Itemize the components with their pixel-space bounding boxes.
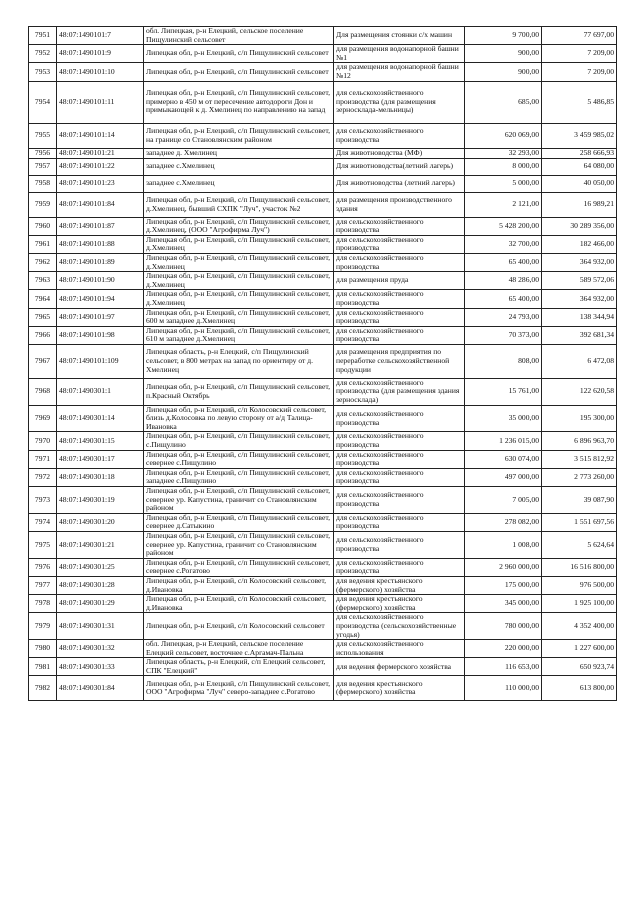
cadastral-value-cell: 40 050,00: [542, 175, 617, 192]
cadastral-value-cell: 5 624,64: [542, 531, 617, 558]
table-row: [29, 45, 617, 63]
cadastral-value-cell: 258 666,93: [542, 148, 617, 158]
area-cell: 630 074,00: [465, 450, 542, 468]
cadastral-value-cell: 392 681,34: [542, 326, 617, 344]
address-cell: Липецкая обл, р-н Елецкий, с/п Колосовский сельсовет, близь д.Колосовка по левую сторону от а/д Талица-Ивановка: [144, 405, 334, 432]
cadastral-number-cell: 48:07:1490301:20: [57, 513, 144, 531]
address-cell: обл. Липецкая, р-н Елецкий, сельское поселение Елецкий сельсовет, восточнее с.Аргамач-Пальна: [144, 640, 334, 658]
cadastral-number-cell: 48:07:1490301:25: [57, 558, 144, 576]
area-cell: 220 000,00: [465, 640, 542, 658]
cadastral-number-cell: 48:07:1490301:21: [57, 531, 144, 558]
cadastral-number-cell: 48:07:1490301:19: [57, 487, 144, 514]
address-cell: Липецкая обл, р-н Елецкий, с/п Пищулинский сельсовет, севернее ур. Капустина, граничит со Становлянским районом: [144, 531, 334, 558]
address-cell: Липецкая обл, р-н Елецкий, с/п Пищулинский сельсовет, д.Хмелинец: [144, 235, 334, 253]
area-cell: 497 000,00: [465, 468, 542, 486]
row-number-cell: 7967: [29, 344, 57, 378]
cadastral-value-cell: 4 352 400,00: [542, 613, 617, 640]
area-cell: 65 400,00: [465, 253, 542, 271]
row-number-cell: 7978: [29, 595, 57, 613]
row-number-cell: 7968: [29, 378, 57, 405]
cadastral-value-cell: 364 932,00: [542, 253, 617, 271]
cadastral-value-cell: 3 515 812,92: [542, 450, 617, 468]
permitted-use-cell: Для животноводства (летний лагерь): [334, 175, 465, 192]
cadastral-value-cell: 30 289 356,00: [542, 217, 617, 235]
table-row: [29, 175, 617, 192]
permitted-use-cell: для ведения крестьянского (фермерского) хозяйства: [334, 676, 465, 701]
row-number-cell: 7972: [29, 468, 57, 486]
permitted-use-cell: для сельскохозяйственного производства: [334, 235, 465, 253]
cadastral-number-cell: 48:07:1490101:87: [57, 217, 144, 235]
cadastral-number-cell: 48:07:1490101:88: [57, 235, 144, 253]
row-number-cell: 7965: [29, 308, 57, 326]
address-cell: Липецкая обл, р-н Елецкий, с/п Пищулинский сельсовет, п.Красный Октябрь: [144, 378, 334, 405]
cadastral-number-cell: 48:07:1490101:109: [57, 344, 144, 378]
address-cell: Липецкая обл, р-н Елецкий, с/п Пищулинский сельсовет, 600 м западнее д.Хмелинец: [144, 308, 334, 326]
address-cell: Липецкая обл, р-н Елецкий, с/п Пищулинский сельсовет, д.Хмелинец: [144, 253, 334, 271]
cadastral-number-cell: 48:07:1490301:17: [57, 450, 144, 468]
permitted-use-cell: для сельскохозяйственного производства: [334, 326, 465, 344]
cadastral-number-cell: 48:07:1490301:28: [57, 576, 144, 594]
area-cell: 32 700,00: [465, 235, 542, 253]
table-row: [29, 63, 617, 81]
address-cell: Липецкая обл, р-н Елецкий, с/п Пищулинский сельсовет, 610 м западнее д.Хмелинец: [144, 326, 334, 344]
address-cell: Липецкая область, р-н Елецкий, с/п Елецкий сельсовет, СПК "Елецкий": [144, 658, 334, 676]
land-plots-table: [28, 26, 617, 701]
table-row: [29, 272, 617, 290]
table-row: [29, 676, 617, 701]
permitted-use-cell: для сельскохозяйственного производства: [334, 123, 465, 148]
table-row: [29, 468, 617, 486]
area-cell: 278 082,00: [465, 513, 542, 531]
cadastral-value-cell: 16 516 800,00: [542, 558, 617, 576]
address-cell: Липецкая обл, р-н Елецкий, с/п Пищулинский сельсовет, на границе со Становлянским районом: [144, 123, 334, 148]
row-number-cell: 7959: [29, 192, 57, 217]
permitted-use-cell: для сельскохозяйственного производства: [334, 217, 465, 235]
cadastral-number-cell: 48:07:1490301:15: [57, 432, 144, 450]
address-cell: Липецкая обл, р-н Елецкий, с/п Колосовский сельсовет: [144, 613, 334, 640]
permitted-use-cell: Для размещения стоянки с/х машин: [334, 27, 465, 45]
cadastral-value-cell: 39 087,90: [542, 487, 617, 514]
area-cell: 1 008,00: [465, 531, 542, 558]
table-row: [29, 290, 617, 308]
cadastral-value-cell: 613 800,00: [542, 676, 617, 701]
address-cell: обл. Липецкая, р-н Елецкий, сельское поселение Пищулинский сельсовет: [144, 27, 334, 45]
cadastral-number-cell: 48:07:1490301:1: [57, 378, 144, 405]
area-cell: 620 069,00: [465, 123, 542, 148]
area-cell: 5 000,00: [465, 175, 542, 192]
permitted-use-cell: для сельскохозяйственного производства: [334, 308, 465, 326]
row-number-cell: 7952: [29, 45, 57, 63]
address-cell: западнее с.Хмелинец: [144, 158, 334, 175]
address-cell: Липецкая обл, р-н Елецкий, с/п Пищулинский сельсовет, с.Пищулино: [144, 432, 334, 450]
cadastral-value-cell: 650 923,74: [542, 658, 617, 676]
area-cell: 7 005,00: [465, 487, 542, 514]
address-cell: Липецкая обл, р-н Елецкий, с/п Пищулинский сельсовет, западнее с.Пищулино: [144, 468, 334, 486]
area-cell: 685,00: [465, 81, 542, 123]
row-number-cell: 7958: [29, 175, 57, 192]
area-cell: 1 236 015,00: [465, 432, 542, 450]
area-cell: 15 761,00: [465, 378, 542, 405]
area-cell: 65 400,00: [465, 290, 542, 308]
permitted-use-cell: для ведения крестьянского (фермерского) хозяйства: [334, 576, 465, 594]
cadastral-number-cell: 48:07:1490301:29: [57, 595, 144, 613]
permitted-use-cell: для размещения производственного здания: [334, 192, 465, 217]
cadastral-value-cell: 64 080,00: [542, 158, 617, 175]
table-row: [29, 123, 617, 148]
table-row: [29, 217, 617, 235]
row-number-cell: 7963: [29, 272, 57, 290]
area-cell: 32 293,00: [465, 148, 542, 158]
table-row: [29, 558, 617, 576]
cadastral-number-cell: 48:07:1490101:84: [57, 192, 144, 217]
address-cell: Липецкая обл, р-н Елецкий, с/п Пищулинский сельсовет, д.Хмелинец: [144, 272, 334, 290]
cadastral-value-cell: 6 896 963,70: [542, 432, 617, 450]
area-cell: 70 373,00: [465, 326, 542, 344]
row-number-cell: 7957: [29, 158, 57, 175]
area-cell: 780 000,00: [465, 613, 542, 640]
area-cell: 110 000,00: [465, 676, 542, 701]
address-cell: Липецкая обл, р-н Елецкий, с/п Пищулинский сельсовет, севернее с.Рогатово: [144, 558, 334, 576]
permitted-use-cell: для сельскохозяйственного производства: [334, 253, 465, 271]
table-row: [29, 192, 617, 217]
address-cell: западнее д. Хмелинец: [144, 148, 334, 158]
table-row: [29, 378, 617, 405]
address-cell: Липецкая обл, р-н Елецкий, с/п Пищулинский сельсовет: [144, 63, 334, 81]
row-number-cell: 7973: [29, 487, 57, 514]
cadastral-value-cell: 589 572,06: [542, 272, 617, 290]
address-cell: Липецкая обл, р-н Елецкий, с/п Пищулинский сельсовет, севернее с.Пищулино: [144, 450, 334, 468]
row-number-cell: 7954: [29, 81, 57, 123]
cadastral-number-cell: 48:07:1490301:84: [57, 676, 144, 701]
permitted-use-cell: для сельскохозяйственного производства (для размещения зерносклада-мельницы): [334, 81, 465, 123]
row-number-cell: 7976: [29, 558, 57, 576]
permitted-use-cell: для сельскохозяйственного производства: [334, 468, 465, 486]
table-row: [29, 432, 617, 450]
table-row: [29, 308, 617, 326]
cadastral-value-cell: 7 209,00: [542, 45, 617, 63]
cadastral-value-cell: 7 209,00: [542, 63, 617, 81]
cadastral-number-cell: 48:07:1490101:97: [57, 308, 144, 326]
row-number-cell: 7981: [29, 658, 57, 676]
cadastral-number-cell: 48:07:1490101:89: [57, 253, 144, 271]
table-row: [29, 27, 617, 45]
area-cell: 175 000,00: [465, 576, 542, 594]
cadastral-number-cell: 48:07:1490101:21: [57, 148, 144, 158]
address-cell: Липецкая обл, р-н Елецкий, с/п Колосовский сельсовет, д.Ивановка: [144, 576, 334, 594]
area-cell: 9 700,00: [465, 27, 542, 45]
permitted-use-cell: Для животноводства(летний лагерь): [334, 158, 465, 175]
area-cell: 808,00: [465, 344, 542, 378]
permitted-use-cell: для сельскохозяйственного производства (для размещения здания зерносклада): [334, 378, 465, 405]
cadastral-number-cell: 48:07:1490101:11: [57, 81, 144, 123]
cadastral-number-cell: 48:07:1490101:98: [57, 326, 144, 344]
table-row: [29, 158, 617, 175]
area-cell: 5 428 200,00: [465, 217, 542, 235]
address-cell: Липецкая обл, р-н Елецкий, с/п Колосовский сельсовет, д.Ивановка: [144, 595, 334, 613]
row-number-cell: 7953: [29, 63, 57, 81]
area-cell: 24 793,00: [465, 308, 542, 326]
cadastral-number-cell: 48:07:1490101:90: [57, 272, 144, 290]
cadastral-value-cell: 1 551 697,56: [542, 513, 617, 531]
cadastral-value-cell: 2 773 260,00: [542, 468, 617, 486]
row-number-cell: 7977: [29, 576, 57, 594]
row-number-cell: 7979: [29, 613, 57, 640]
row-number-cell: 7970: [29, 432, 57, 450]
cadastral-number-cell: 48:07:1490101:22: [57, 158, 144, 175]
row-number-cell: 7956: [29, 148, 57, 158]
area-cell: 35 000,00: [465, 405, 542, 432]
row-number-cell: 7969: [29, 405, 57, 432]
cadastral-value-cell: 1 925 100,00: [542, 595, 617, 613]
permitted-use-cell: для сельскохозяйственного производства: [334, 450, 465, 468]
area-cell: 2 960 000,00: [465, 558, 542, 576]
cadastral-value-cell: 138 344,94: [542, 308, 617, 326]
address-cell: Липецкая область, р-н Елецкий, с/п Пищулинский сельсовет, в 800 метрах на запад по ориентиру от д. Хмелинец: [144, 344, 334, 378]
row-number-cell: 7975: [29, 531, 57, 558]
cadastral-value-cell: 182 466,00: [542, 235, 617, 253]
address-cell: Липецкая обл, р-н Елецкий, с/п Пищулинский сельсовет: [144, 45, 334, 63]
table-row: [29, 253, 617, 271]
permitted-use-cell: для сельскохозяйственного производства (сельскохозяйственные угодья): [334, 613, 465, 640]
cadastral-number-cell: 48:07:1490301:33: [57, 658, 144, 676]
permitted-use-cell: для размещения водонапорной башни №1: [334, 45, 465, 63]
cadastral-number-cell: 48:07:1490301:14: [57, 405, 144, 432]
cadastral-number-cell: 48:07:1490101:9: [57, 45, 144, 63]
cadastral-value-cell: 16 989,21: [542, 192, 617, 217]
cadastral-value-cell: 6 472,08: [542, 344, 617, 378]
table-row: [29, 148, 617, 158]
table-row: [29, 487, 617, 514]
table-row: [29, 513, 617, 531]
cadastral-value-cell: 5 486,85: [542, 81, 617, 123]
permitted-use-cell: для размещения предприятия по переработке сельскохозяйственной продукции: [334, 344, 465, 378]
row-number-cell: 7960: [29, 217, 57, 235]
cadastral-number-cell: 48:07:1490301:32: [57, 640, 144, 658]
area-cell: 48 286,00: [465, 272, 542, 290]
permitted-use-cell: для сельскохозяйственного производства: [334, 513, 465, 531]
cadastral-value-cell: 122 620,58: [542, 378, 617, 405]
row-number-cell: 7964: [29, 290, 57, 308]
cadastral-number-cell: 48:07:1490101:14: [57, 123, 144, 148]
area-cell: 2 121,00: [465, 192, 542, 217]
cadastral-value-cell: 3 459 985,02: [542, 123, 617, 148]
table-row: [29, 326, 617, 344]
table-body: [29, 27, 617, 701]
permitted-use-cell: для сельскохозяйственного производства: [334, 531, 465, 558]
permitted-use-cell: для сельскохозяйственного производства: [334, 432, 465, 450]
table-row: [29, 595, 617, 613]
row-number-cell: 7982: [29, 676, 57, 701]
address-cell: Липецкая обл, р-н Елецкий, с/п Пищулинский сельсовет, севернее д.Сатыкино: [144, 513, 334, 531]
permitted-use-cell: Для животноводства (МФ): [334, 148, 465, 158]
area-cell: 900,00: [465, 45, 542, 63]
cadastral-number-cell: 48:07:1490101:23: [57, 175, 144, 192]
cadastral-value-cell: 976 500,00: [542, 576, 617, 594]
table-row: [29, 344, 617, 378]
permitted-use-cell: для сельскохозяйственного использования: [334, 640, 465, 658]
cadastral-number-cell: 48:07:1490301:31: [57, 613, 144, 640]
table-row: [29, 613, 617, 640]
table-row: [29, 405, 617, 432]
address-cell: Липецкая обл, р-н Елецкий, с/п Пищулинский сельсовет, д.Хмелинец, (ООО "Агрофирма Луч"): [144, 217, 334, 235]
permitted-use-cell: для ведения фермерского хозяйства: [334, 658, 465, 676]
address-cell: западнее с.Хмелинец: [144, 175, 334, 192]
row-number-cell: 7955: [29, 123, 57, 148]
address-cell: Липецкая обл, р-н Елецкий, с/п Пищулинский сельсовет, ООО "Агрофирма "Луч" северо-западнее с.Рогатово: [144, 676, 334, 701]
permitted-use-cell: для ведения крестьянского (фермерского) хозяйства: [334, 595, 465, 613]
row-number-cell: 7951: [29, 27, 57, 45]
cadastral-number-cell: 48:07:1490101:94: [57, 290, 144, 308]
address-cell: Липецкая обл, р-н Елецкий, с/п Пищулинский сельсовет, примерно в 450 м от пересечение автодороги Дон и примыкающей к д. Хмелинец по направлению на запад: [144, 81, 334, 123]
table-row: [29, 81, 617, 123]
row-number-cell: 7966: [29, 326, 57, 344]
cadastral-value-cell: 364 932,00: [542, 290, 617, 308]
table-row: [29, 450, 617, 468]
permitted-use-cell: для размещения пруда: [334, 272, 465, 290]
address-cell: Липецкая обл, р-н Елецкий, с/п Пищулинский сельсовет, д.Хмелинец, бывший СХПК "Луч", участок №2: [144, 192, 334, 217]
permitted-use-cell: для сельскохозяйственного производства: [334, 290, 465, 308]
row-number-cell: 7980: [29, 640, 57, 658]
table-row: [29, 576, 617, 594]
table-row: [29, 531, 617, 558]
row-number-cell: 7962: [29, 253, 57, 271]
table-row: [29, 640, 617, 658]
table-row: [29, 235, 617, 253]
address-cell: Липецкая обл, р-н Елецкий, с/п Пищулинский сельсовет, севернее ур. Капустина, граничит со Становлянским районом: [144, 487, 334, 514]
permitted-use-cell: для размещения водонапорной башни №12: [334, 63, 465, 81]
table-row: [29, 658, 617, 676]
cadastral-number-cell: 48:07:1490101:10: [57, 63, 144, 81]
permitted-use-cell: для сельскохозяйственного производства: [334, 405, 465, 432]
permitted-use-cell: для сельскохозяйственного производства: [334, 558, 465, 576]
permitted-use-cell: для сельскохозяйственного производства: [334, 487, 465, 514]
cadastral-value-cell: 1 227 600,00: [542, 640, 617, 658]
address-cell: Липецкая обл, р-н Елецкий, с/п Пищулинский сельсовет, д.Хмелинец: [144, 290, 334, 308]
area-cell: 900,00: [465, 63, 542, 81]
cadastral-value-cell: 195 300,00: [542, 405, 617, 432]
area-cell: 116 653,00: [465, 658, 542, 676]
area-cell: 345 000,00: [465, 595, 542, 613]
cadastral-number-cell: 48:07:1490301:18: [57, 468, 144, 486]
row-number-cell: 7971: [29, 450, 57, 468]
cadastral-number-cell: 48:07:1490101:7: [57, 27, 144, 45]
area-cell: 8 000,00: [465, 158, 542, 175]
row-number-cell: 7974: [29, 513, 57, 531]
cadastral-value-cell: 77 697,00: [542, 27, 617, 45]
row-number-cell: 7961: [29, 235, 57, 253]
